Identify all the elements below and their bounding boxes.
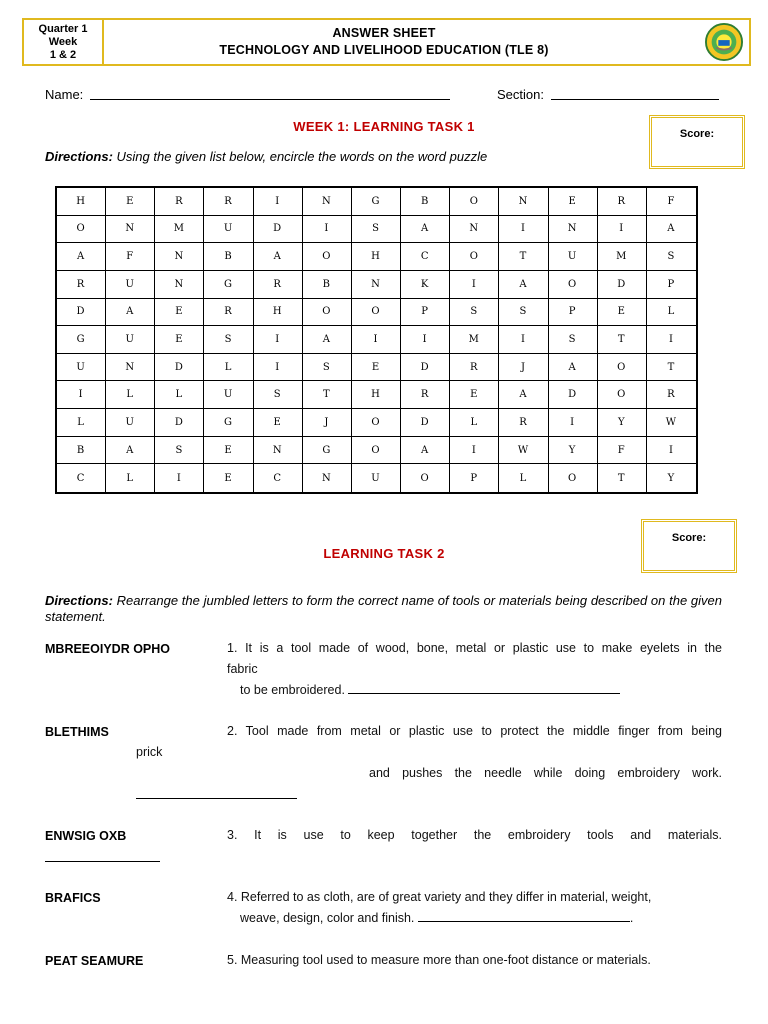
name-field[interactable] (90, 99, 450, 100)
item-description: 2. Tool made from metal or plastic use to protect the middle finger from being (227, 724, 722, 738)
puzzle-cell[interactable]: U (204, 216, 253, 244)
puzzle-cell[interactable]: A (57, 243, 106, 271)
puzzle-cell[interactable]: I (155, 464, 204, 492)
puzzle-cell[interactable]: Y (598, 409, 647, 437)
item-description: 4. Referred to as cloth, are of great variety and they differ in material, weight, (227, 890, 652, 904)
answer-blank[interactable] (348, 692, 620, 694)
puzzle-cell[interactable]: P (549, 299, 598, 327)
puzzle-cell[interactable]: R (598, 188, 647, 216)
puzzle-cell[interactable]: E (106, 188, 155, 216)
puzzle-cell[interactable]: I (254, 188, 303, 216)
puzzle-cell[interactable]: A (499, 271, 548, 299)
puzzle-cell[interactable]: S (254, 381, 303, 409)
directions-text: Using the given list below, encircle the words on the word puzzle (116, 149, 488, 164)
puzzle-cell[interactable]: E (155, 299, 204, 327)
puzzle-cell[interactable]: I (401, 326, 450, 354)
puzzle-cell[interactable]: O (549, 271, 598, 299)
puzzle-cell[interactable]: R (204, 188, 253, 216)
score-label: Score: (679, 128, 715, 140)
puzzle-cell[interactable]: D (57, 299, 106, 327)
puzzle-cell[interactable]: I (57, 381, 106, 409)
puzzle-cell[interactable]: R (254, 271, 303, 299)
puzzle-cell[interactable]: O (598, 381, 647, 409)
puzzle-cell[interactable]: J (499, 354, 548, 382)
puzzle-cell[interactable]: B (204, 243, 253, 271)
task1-heading: WEEK 1: LEARNING TASK 1 (293, 119, 475, 134)
puzzle-cell[interactable]: E (450, 381, 499, 409)
item-text: to be embroidered. (240, 683, 345, 697)
puzzle-cell[interactable]: R (155, 188, 204, 216)
puzzle-cell[interactable]: E (254, 409, 303, 437)
puzzle-cell[interactable]: U (352, 464, 401, 492)
puzzle-cell[interactable]: R (499, 409, 548, 437)
puzzle-cell[interactable]: Y (549, 437, 598, 465)
puzzle-cell[interactable]: S (549, 326, 598, 354)
puzzle-cell[interactable]: B (57, 437, 106, 465)
puzzle-cell[interactable]: R (57, 271, 106, 299)
task1-score-box[interactable] (649, 115, 745, 169)
puzzle-cell[interactable]: S (155, 437, 204, 465)
puzzle-cell[interactable]: U (57, 354, 106, 382)
item-text: weave, design, color and finish. (240, 911, 415, 925)
puzzle-cell[interactable]: I (303, 216, 352, 244)
puzzle-cell[interactable]: G (352, 188, 401, 216)
puzzle-cell[interactable]: O (450, 188, 499, 216)
task2-score-box[interactable] (641, 519, 737, 573)
puzzle-cell[interactable]: N (106, 354, 155, 382)
answer-blank[interactable] (45, 861, 160, 862)
puzzle-cell[interactable]: S (303, 354, 352, 382)
puzzle-cell[interactable]: G (303, 437, 352, 465)
puzzle-cell[interactable]: T (303, 381, 352, 409)
jumbled-word: BLETHIMS (45, 725, 109, 739)
puzzle-cell[interactable]: K (401, 271, 450, 299)
puzzle-cell[interactable]: N (106, 216, 155, 244)
section-label: Section: (497, 87, 544, 102)
sheet-subtitle: TECHNOLOGY AND LIVELIHOOD EDUCATION (TLE 8) (219, 43, 549, 57)
puzzle-cell[interactable]: F (598, 437, 647, 465)
puzzle-cell[interactable]: A (254, 243, 303, 271)
puzzle-cell[interactable]: H (352, 243, 401, 271)
puzzle-cell[interactable]: H (254, 299, 303, 327)
puzzle-cell[interactable]: N (549, 216, 598, 244)
item-description: fabric (227, 662, 258, 676)
puzzle-cell[interactable]: E (352, 354, 401, 382)
item-text-end: . (629, 911, 634, 925)
puzzle-cell[interactable]: O (57, 216, 106, 244)
name-label: Name: (45, 87, 84, 102)
header-frame (22, 18, 751, 66)
puzzle-cell[interactable]: E (204, 437, 253, 465)
puzzle-cell[interactable]: U (106, 271, 155, 299)
puzzle-cell[interactable]: C (254, 464, 303, 492)
puzzle-cell[interactable]: W (647, 409, 696, 437)
puzzle-cell[interactable]: N (155, 271, 204, 299)
puzzle-cell[interactable]: R (204, 299, 253, 327)
puzzle-cell[interactable]: I (450, 437, 499, 465)
puzzle-cell[interactable]: T (499, 243, 548, 271)
puzzle-cell[interactable]: B (303, 271, 352, 299)
puzzle-cell[interactable]: A (647, 216, 696, 244)
puzzle-cell[interactable]: Y (667, 472, 676, 484)
puzzle-cell[interactable]: N (450, 216, 499, 244)
puzzle-cell[interactable]: W (499, 437, 548, 465)
puzzle-cell[interactable]: A (549, 354, 598, 382)
item-description: prick (136, 745, 163, 759)
puzzle-cell[interactable]: S (647, 243, 696, 271)
directions-label: Directions: (45, 593, 113, 608)
jumbled-word: PEAT SEAMURE (45, 954, 144, 968)
puzzle-cell[interactable]: U (549, 243, 598, 271)
puzzle-cell[interactable]: J (303, 409, 352, 437)
puzzle-cell[interactable]: A (106, 299, 155, 327)
score-label: Score: (671, 532, 707, 544)
puzzle-cell[interactable]: L (450, 409, 499, 437)
puzzle-cell[interactable]: N (303, 188, 352, 216)
puzzle-cell[interactable]: P (401, 299, 450, 327)
puzzle-cell[interactable]: D (155, 409, 204, 437)
puzzle-cell[interactable]: L (106, 464, 155, 492)
puzzle-cell[interactable]: O (303, 299, 352, 327)
task2-directions (45, 593, 722, 625)
puzzle-cell[interactable]: H (57, 188, 106, 216)
puzzle-cell[interactable]: T (647, 354, 696, 382)
puzzle-cell[interactable]: L (155, 381, 204, 409)
puzzle-cell[interactable]: O (352, 437, 401, 465)
puzzle-cell[interactable]: F (106, 243, 155, 271)
puzzle-cell[interactable]: N (499, 188, 548, 216)
puzzle-cell[interactable]: N (303, 464, 352, 492)
puzzle-cell[interactable]: L (106, 381, 155, 409)
puzzle-cell[interactable]: I (598, 216, 647, 244)
puzzle-cell[interactable]: I (499, 326, 548, 354)
puzzle-cell[interactable]: L (499, 464, 548, 492)
puzzle-cell[interactable]: I (254, 326, 303, 354)
puzzle-cell[interactable]: N (155, 243, 204, 271)
directions-label: Directions: (45, 149, 113, 164)
item-description: 3. It is use to keep together the embroidery tools and materials. (227, 828, 722, 842)
answer-blank[interactable] (136, 798, 297, 799)
jumbled-word: MBREEOIYDR OPHO (45, 642, 171, 656)
puzzle-cell[interactable]: I (352, 326, 401, 354)
puzzle-cell[interactable]: O (549, 464, 598, 492)
puzzle-cell[interactable]: S (204, 326, 253, 354)
puzzle-cell[interactable]: R (450, 354, 499, 382)
puzzle-cell[interactable]: A (401, 216, 450, 244)
puzzle-cell[interactable]: O (303, 243, 352, 271)
puzzle-cell[interactable]: T (598, 464, 647, 492)
puzzle-cell[interactable]: S (352, 216, 401, 244)
puzzle-cell[interactable]: I (549, 409, 598, 437)
puzzle-cell[interactable]: S (499, 299, 548, 327)
puzzle-cell[interactable]: A (401, 437, 450, 465)
puzzle-cell[interactable]: D (598, 271, 647, 299)
item-description: 1. It is a tool made of wood, bone, metal or plastic use to make eyelets in the (227, 641, 722, 655)
puzzle-cell[interactable]: D (155, 354, 204, 382)
puzzle-cell[interactable]: O (401, 464, 450, 492)
puzzle-cell[interactable]: O (598, 354, 647, 382)
jumbled-word: ENWSIG OXB (45, 829, 127, 843)
puzzle-cell[interactable]: N (352, 271, 401, 299)
puzzle-cell[interactable]: R (401, 381, 450, 409)
puzzle-cell[interactable]: E (598, 299, 647, 327)
puzzle-cell[interactable]: H (352, 381, 401, 409)
puzzle-cell[interactable]: I (647, 326, 696, 354)
puzzle-cell[interactable]: T (598, 326, 647, 354)
puzzle-cell[interactable]: F (647, 188, 696, 216)
puzzle-cell[interactable]: A (303, 326, 352, 354)
section-field[interactable] (551, 99, 719, 100)
puzzle-cell[interactable]: D (401, 409, 450, 437)
puzzle-cell[interactable]: A (499, 381, 548, 409)
puzzle-cell[interactable]: P (450, 464, 499, 492)
directions-text: Rearrange the jumbled letters to form the correct name of tools or materials being described on the given statement. (45, 593, 722, 624)
puzzle-cell[interactable]: L (57, 409, 106, 437)
title-block (104, 20, 664, 64)
puzzle-cell[interactable]: G (204, 409, 253, 437)
puzzle-cell[interactable]: P (647, 271, 696, 299)
puzzle-cell[interactable]: A (106, 437, 155, 465)
puzzle-cell[interactable]: I (254, 354, 303, 382)
puzzle-cell[interactable]: I (499, 216, 548, 244)
puzzle-cell[interactable]: E (549, 188, 598, 216)
sheet-title: ANSWER SHEET (332, 26, 436, 40)
puzzle-cell[interactable]: U (204, 381, 253, 409)
puzzle-cell[interactable]: G (57, 326, 106, 354)
puzzle-cell[interactable]: L (647, 299, 696, 327)
puzzle-cell[interactable]: M (450, 326, 499, 354)
week-range: 1 & 2 (49, 48, 77, 61)
task2-heading: LEARNING TASK 2 (323, 546, 445, 561)
puzzle-cell[interactable]: M (155, 216, 204, 244)
puzzle-cell[interactable]: C (57, 464, 106, 492)
puzzle-cell[interactable]: O (352, 409, 401, 437)
week-label: Week (48, 35, 78, 48)
puzzle-cell[interactable]: I (647, 437, 696, 465)
puzzle-cell[interactable]: B (401, 188, 450, 216)
puzzle-cell[interactable]: O (450, 243, 499, 271)
puzzle-cell[interactable]: C (401, 243, 450, 271)
puzzle-cell[interactable]: O (352, 299, 401, 327)
item-description: 5. Measuring tool used to measure more than one-foot distance or materials. (227, 953, 651, 967)
puzzle-cell[interactable]: L (204, 354, 253, 382)
puzzle-cell[interactable]: E (155, 326, 204, 354)
task1-directions (45, 149, 487, 165)
answer-blank[interactable] (418, 920, 630, 922)
puzzle-cell[interactable]: D (401, 354, 450, 382)
puzzle-cell[interactable]: R (647, 381, 696, 409)
puzzle-cell[interactable]: G (204, 271, 253, 299)
word-puzzle-grid (55, 186, 698, 494)
puzzle-cell[interactable]: D (549, 381, 598, 409)
puzzle-cell[interactable]: E (204, 464, 253, 492)
item-description: and pushes the needle while doing embroidery work. (369, 766, 722, 780)
item-description-with-blank (240, 680, 620, 701)
quarter-label: Quarter 1 (38, 22, 88, 35)
item-description-with-blank (240, 908, 633, 929)
puzzle-cell[interactable]: S (450, 299, 499, 327)
puzzle-cell[interactable]: I (450, 271, 499, 299)
jumbled-word: BRAFICS (45, 891, 101, 905)
puzzle-cell[interactable]: D (254, 216, 303, 244)
puzzle-cell[interactable]: N (254, 437, 303, 465)
school-seal-icon (705, 23, 743, 61)
quarter-week-box (24, 20, 104, 64)
puzzle-cell[interactable]: M (598, 243, 647, 271)
puzzle-cell[interactable]: U (106, 409, 155, 437)
puzzle-cell[interactable]: U (106, 326, 155, 354)
